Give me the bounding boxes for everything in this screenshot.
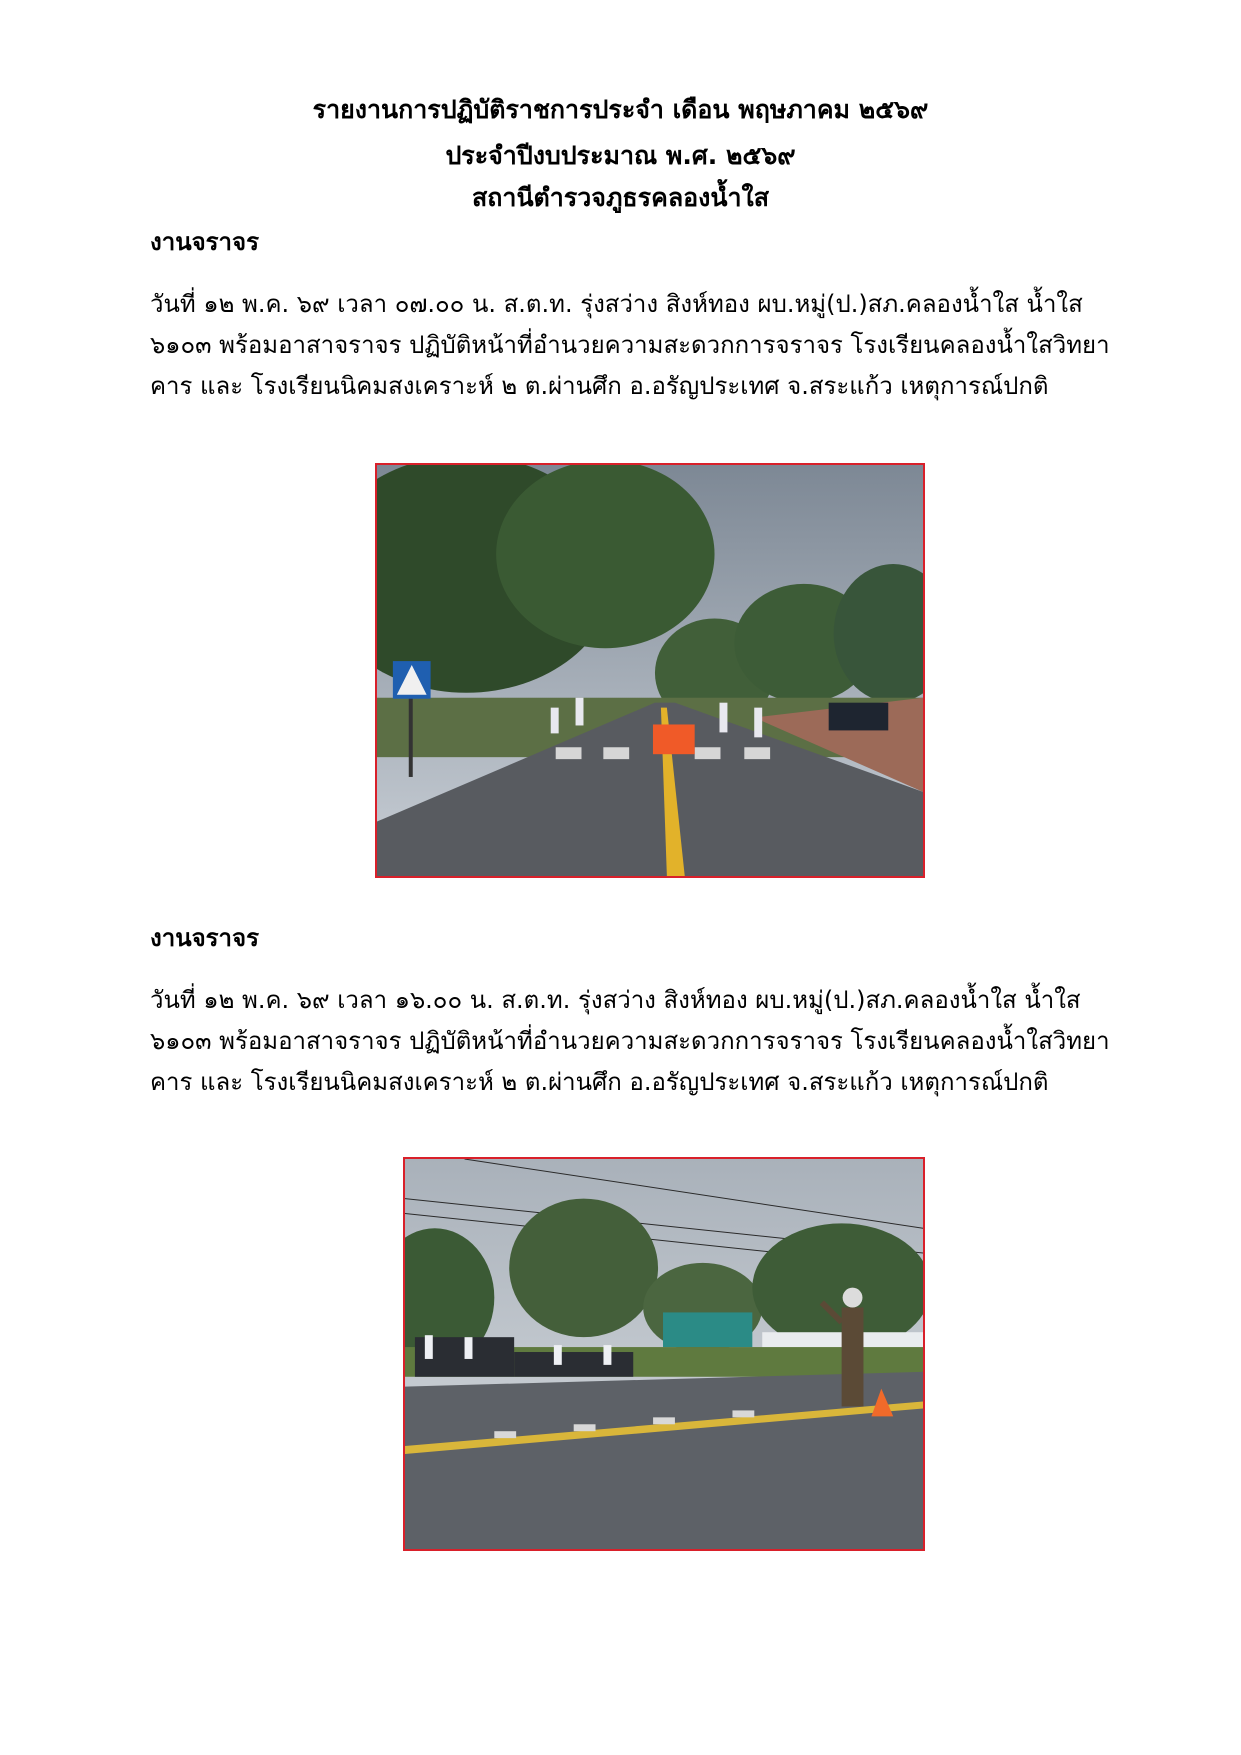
paragraph-line: ๖๑๐๓ พร้อมอาสาจราจร ปฏิบัติหน้าที่อำนวยความสะดวกการจราจร โรงเรียนคลองน้ำใสวิทยา (150, 1027, 1110, 1055)
station-name: สถานีตำรวจภูธรคลองน้ำใส (472, 183, 769, 212)
paragraph-line: คาร และ โรงเรียนนิคมสงเคราะห์ ๒ ต.ผ่านศึก อ.อรัญประเทศ จ.สระแก้ว เหตุการณ์ปกติ (150, 372, 1049, 400)
report-title: รายงานการปฏิบัติราชการประจำ เดือน พฤษภาคม ๒๕๖๙ (312, 95, 929, 124)
paragraph-line: คาร และ โรงเรียนนิคมสงเคราะห์ ๒ ต.ผ่านศึก อ.อรัญประเทศ จ.สระแก้ว เหตุการณ์ปกติ (150, 1068, 1049, 1096)
photo-officer-directing-traffic (403, 1157, 925, 1551)
paragraph-line: วันที่ ๑๒ พ.ค. ๖๙ เวลา ๐๗.๐๐ น. ส.ต.ท. รุ่งสว่าง สิงห์ทอง ผบ.หมู่(ป.)สภ.คลองน้ำใส น้ำใส (150, 290, 1083, 318)
entry-paragraph-2 (150, 980, 1110, 1103)
paragraph-line: วันที่ ๑๒ พ.ค. ๖๙ เวลา ๑๖.๐๐ น. ส.ต.ท. รุ่งสว่าง สิงห์ทอง ผบ.หมู่(ป.)สภ.คลองน้ำใส น้ำใส (150, 986, 1081, 1014)
section-heading-traffic-1: งานจราจร (150, 228, 259, 256)
paragraph-line: ๖๑๐๓ พร้อมอาสาจราจร ปฏิบัติหน้าที่อำนวยความสะดวกการจราจร โรงเรียนคลองน้ำใสวิทยา (150, 331, 1110, 359)
photo-road-crosswalk-students (375, 463, 925, 878)
fiscal-year-line: ประจำปีงบประมาณ พ.ศ. ๒๕๖๙ (445, 141, 796, 170)
section-heading-traffic-2: งานจราจร (150, 924, 259, 952)
entry-paragraph-1 (150, 284, 1110, 407)
